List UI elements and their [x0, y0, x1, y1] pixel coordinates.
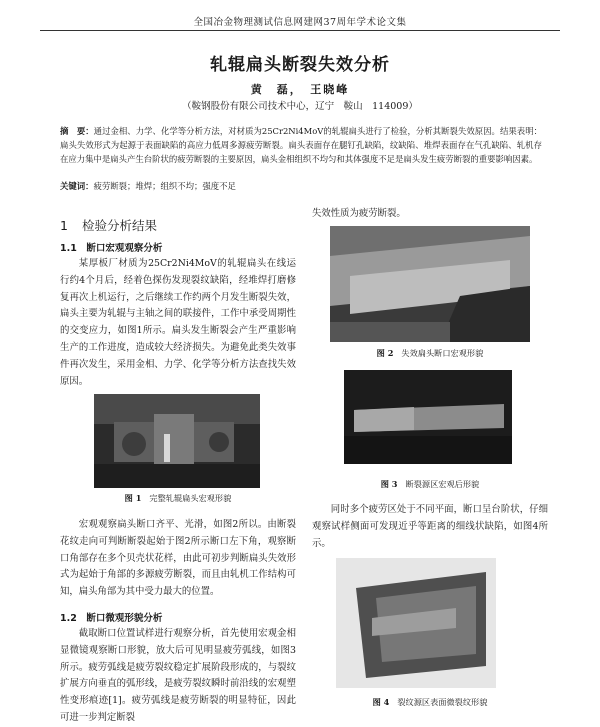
figure-3-label: 图 3	[380, 479, 398, 489]
keywords-text: 疲劳断裂；堆焊；组织不均；强度不足	[93, 181, 236, 191]
right-column-lead-text: 失效性质为疲劳断裂。	[312, 208, 406, 219]
abstract-label: 摘 要：	[60, 126, 94, 136]
paper-title: 轧辊扁头断裂失效分析	[210, 55, 390, 75]
running-header: 全国冶金物理测试信息网建网37周年学术论文集	[193, 17, 407, 28]
figure-4-label: 图 4	[372, 697, 390, 707]
figure-2-image	[330, 226, 530, 342]
header-rule	[40, 30, 560, 31]
subsection-1-1-heading: 1.1 断口宏观观察分析	[60, 243, 163, 254]
keywords-label: 关键词：	[60, 181, 94, 191]
section-1-heading	[60, 216, 157, 234]
macro-observation-text: 宏观观察扁头断口齐平、光滑，如图2所以。由断裂花纹走向可判断断裂起始于图2所示断口左下角，观察断口角部存在多个贝壳状花样，由此可初步判断扁头失效形式为起始于角部的多源疲劳断裂，而且由轧机工作结构可知，扁头角部为其中受力最大的位置。	[60, 519, 296, 598]
authors: 黄 磊， 王晓峰	[250, 83, 350, 96]
figure-1-image	[94, 394, 260, 488]
subsection-1-2-text: 截取断口位置试样进行观察分析，首先使用宏观金相显微镜观察断口形貌，放大后可见明显疲劳弧线，如图3所示。疲劳弧线是疲劳裂纹稳定扩展阶段形成的，与裂纹扩展方向垂直的弧形线，是疲劳裂纹瞬时前沿线的宏观塑性变形痕迹[1]。疲劳弧线是疲劳断裂的明显特征，因此可进一步判定断裂	[60, 628, 296, 723]
keywords	[60, 180, 542, 192]
figure-1-caption	[60, 493, 296, 504]
figure-4-caption	[312, 697, 548, 708]
figure-4-caption-text: 裂纹源区表面微裂纹形貌	[397, 697, 488, 707]
section-title: 检验分析结果	[81, 218, 157, 233]
figure-3-image	[344, 370, 512, 464]
abstract	[60, 124, 542, 166]
figure-3-caption-text: 断裂源区宏观后形貌	[405, 479, 480, 489]
figure-2-caption-text: 失效扁头断口宏观形貌	[401, 348, 484, 358]
figure-4-image	[336, 558, 496, 688]
figure-1-caption-text: 完整轧辊扁头宏观形貌	[149, 493, 232, 503]
subsection-1-1-text: 某厚板厂材质为25Cr2Ni4MoV的轧辊扁头在线运行约4个月后，经着色探伤发现裂纹缺陷，经堆焊打磨修复再次上机运行，之后继续工作约两个月发生断裂失效，扁头主要为轧辊与主轴之间的联接件，工作中承受周期性的交变应力，如图1所示。扁头发生断裂会产生严重影响生产的工作进度，造成较大经济损失。为避免此类失效事件再次发生，采用金相、力学、化学等分析方法查找失效原因。	[60, 258, 296, 387]
figure-4-intro-text: 同时多个疲劳区处于不同平面，断口呈台阶状，仔细观察试样侧面可发现近乎等距离的细线状缺陷，如图4所示。	[312, 504, 548, 549]
figure-3-caption	[312, 479, 548, 490]
section-number: 1	[60, 218, 68, 233]
abstract-text: 通过金相、力学、化学等分析方法，对材质为25Cr2Ni4MoV的轧辊扁头进行了检验，分析其断裂失效原因。结果表明：扁头失效形式为起源于表面缺陷的高应力低周多源疲劳断裂。扁头表面存在腿钉孔缺陷，纹缺陷、堆焊表面存在气孔缺陷、轧机存在应力集中是扁头产生台阶状的疲劳断裂的主要原因，扁头金相组织不均匀和其体强度不足是扁头发生疲劳断裂的重要影响因素。	[60, 126, 542, 164]
figure-1-label: 图 1	[124, 493, 142, 503]
figure-2-caption	[312, 348, 548, 359]
affiliation: （鞍钢股份有限公司技术中心，辽宁 鞍山 114009）	[182, 101, 418, 112]
subsection-1-2-heading: 1.2 断口微观形貌分析	[60, 613, 163, 624]
figure-2-label: 图 2	[376, 348, 394, 358]
